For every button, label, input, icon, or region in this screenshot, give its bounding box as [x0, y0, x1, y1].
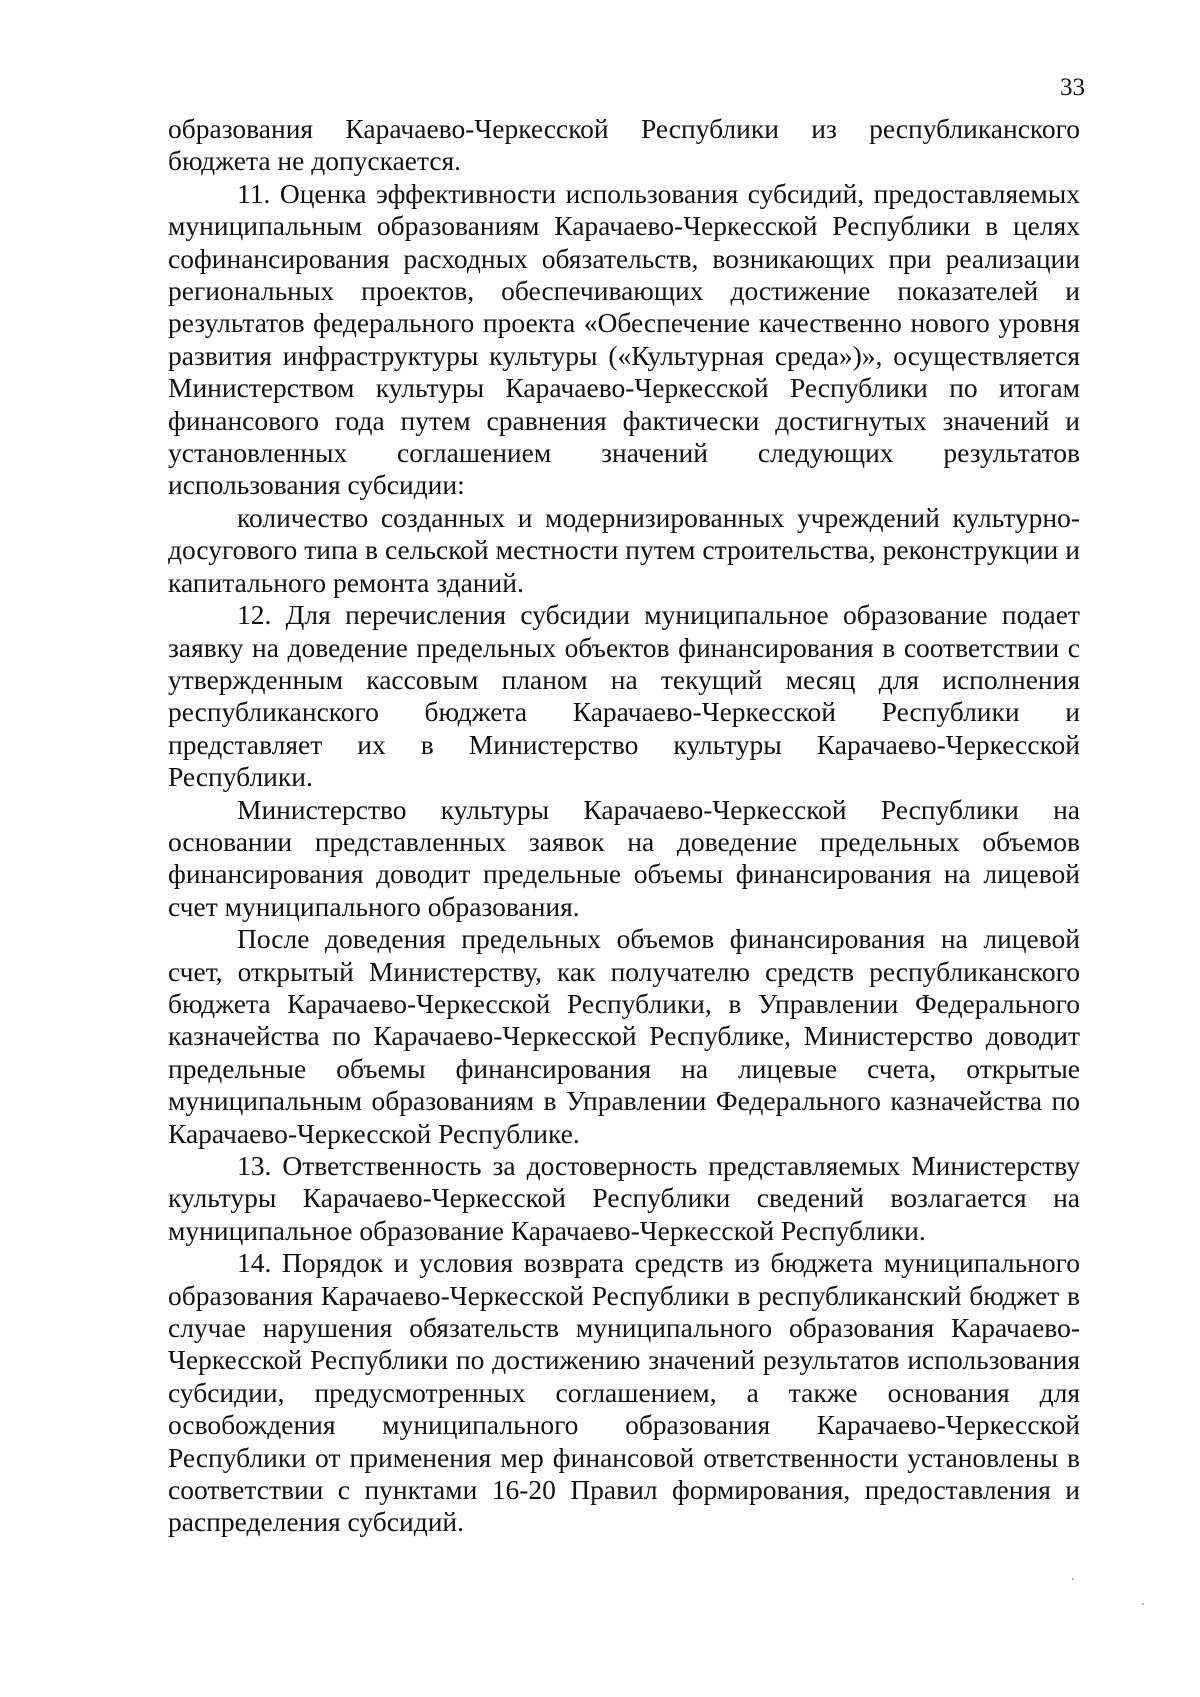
paragraph-item-14: 14. Порядок и условия возврата средств из бюджета муниципального образования Карачаево-Черкесской Республики в республиканский бюджет в случае нарушения обязательств муниципального образования Карачаево-Черкесской Республики по достижению значений результатов использования субсидии, предусмотренных соглашением, а также основания для освобождения муниципального образования Карачаево-Черкесской Республики от применения мер финансовой ответственности установлены в соответствии с пунктами 16-20 Правил формирования, предоставления и распределения субсидий.: [168, 1247, 1080, 1538]
paragraph-item-11-result: количество созданных и модернизированных учреждений культурно-досугового типа в сельской местности путем строительства, реконструкции и капитального ремонта зданий.: [168, 501, 1080, 598]
page-number: 33: [1060, 74, 1085, 101]
paragraph-item-11: 11. Оценка эффективности использования субсидий, предоставляемых муниципальным образованиям Карачаево-Черкесской Республики в целях софинансирования расходных обязательств, возникающих при реализации региональных проектов, обеспечивающих достижение показателей и результатов федерального проекта «Обеспечение качественно нового уровня развития инфраструктуры культуры («Культурная среда»)», осуществляется Министерством культуры Карачаево-Черкесской Республики по итогам финансового года путем сравнения фактически достигнутых значений и установленных соглашением значений следующих результатов использования субсидии:: [168, 177, 1080, 501]
scan-speck: [1142, 1603, 1144, 1605]
paragraph-item-12-after: После доведения предельных объемов финансирования на лицевой счет, открытый Министерству, как получателю средств республиканского бюджета Карачаево-Черкесской Республики, в Управлении Федерального казначейства по Карачаево-Черкесской Республике, Министерство доводит предельные объемы финансирования на лицевые счета, открытые муниципальным образованиям в Управлении Федерального казначейства по Карачаево-Черкесской Республике.: [168, 923, 1080, 1149]
document-body: [168, 113, 1080, 1539]
paragraph-item-12-ministry: Министерство культуры Карачаево-Черкесской Республики на основании представленных заявок на доведение предельных объемов финансирования доводит предельные объемы финансирования на лицевой счет муниципального образования.: [168, 793, 1080, 922]
paragraph-continuation: образования Карачаево-Черкесской Республики из республиканского бюджета не допускается.: [168, 113, 1080, 177]
scan-speck: [1072, 1578, 1074, 1580]
paragraph-item-12: 12. Для перечисления субсидии муниципальное образование подает заявку на доведение предельных объектов финансирования в соответствии с утвержденным кассовым планом на текущий месяц для исполнения республиканского бюджета Карачаево-Черкесской Республики и представляет их в Министерство культуры Карачаево-Черкесской Республики.: [168, 599, 1080, 793]
paragraph-item-13: 13. Ответственность за достоверность представляемых Министерству культуры Карачаево-Черкесской Республики сведений возлагается на муниципальное образование Карачаево-Черкесской Республики.: [168, 1150, 1080, 1246]
